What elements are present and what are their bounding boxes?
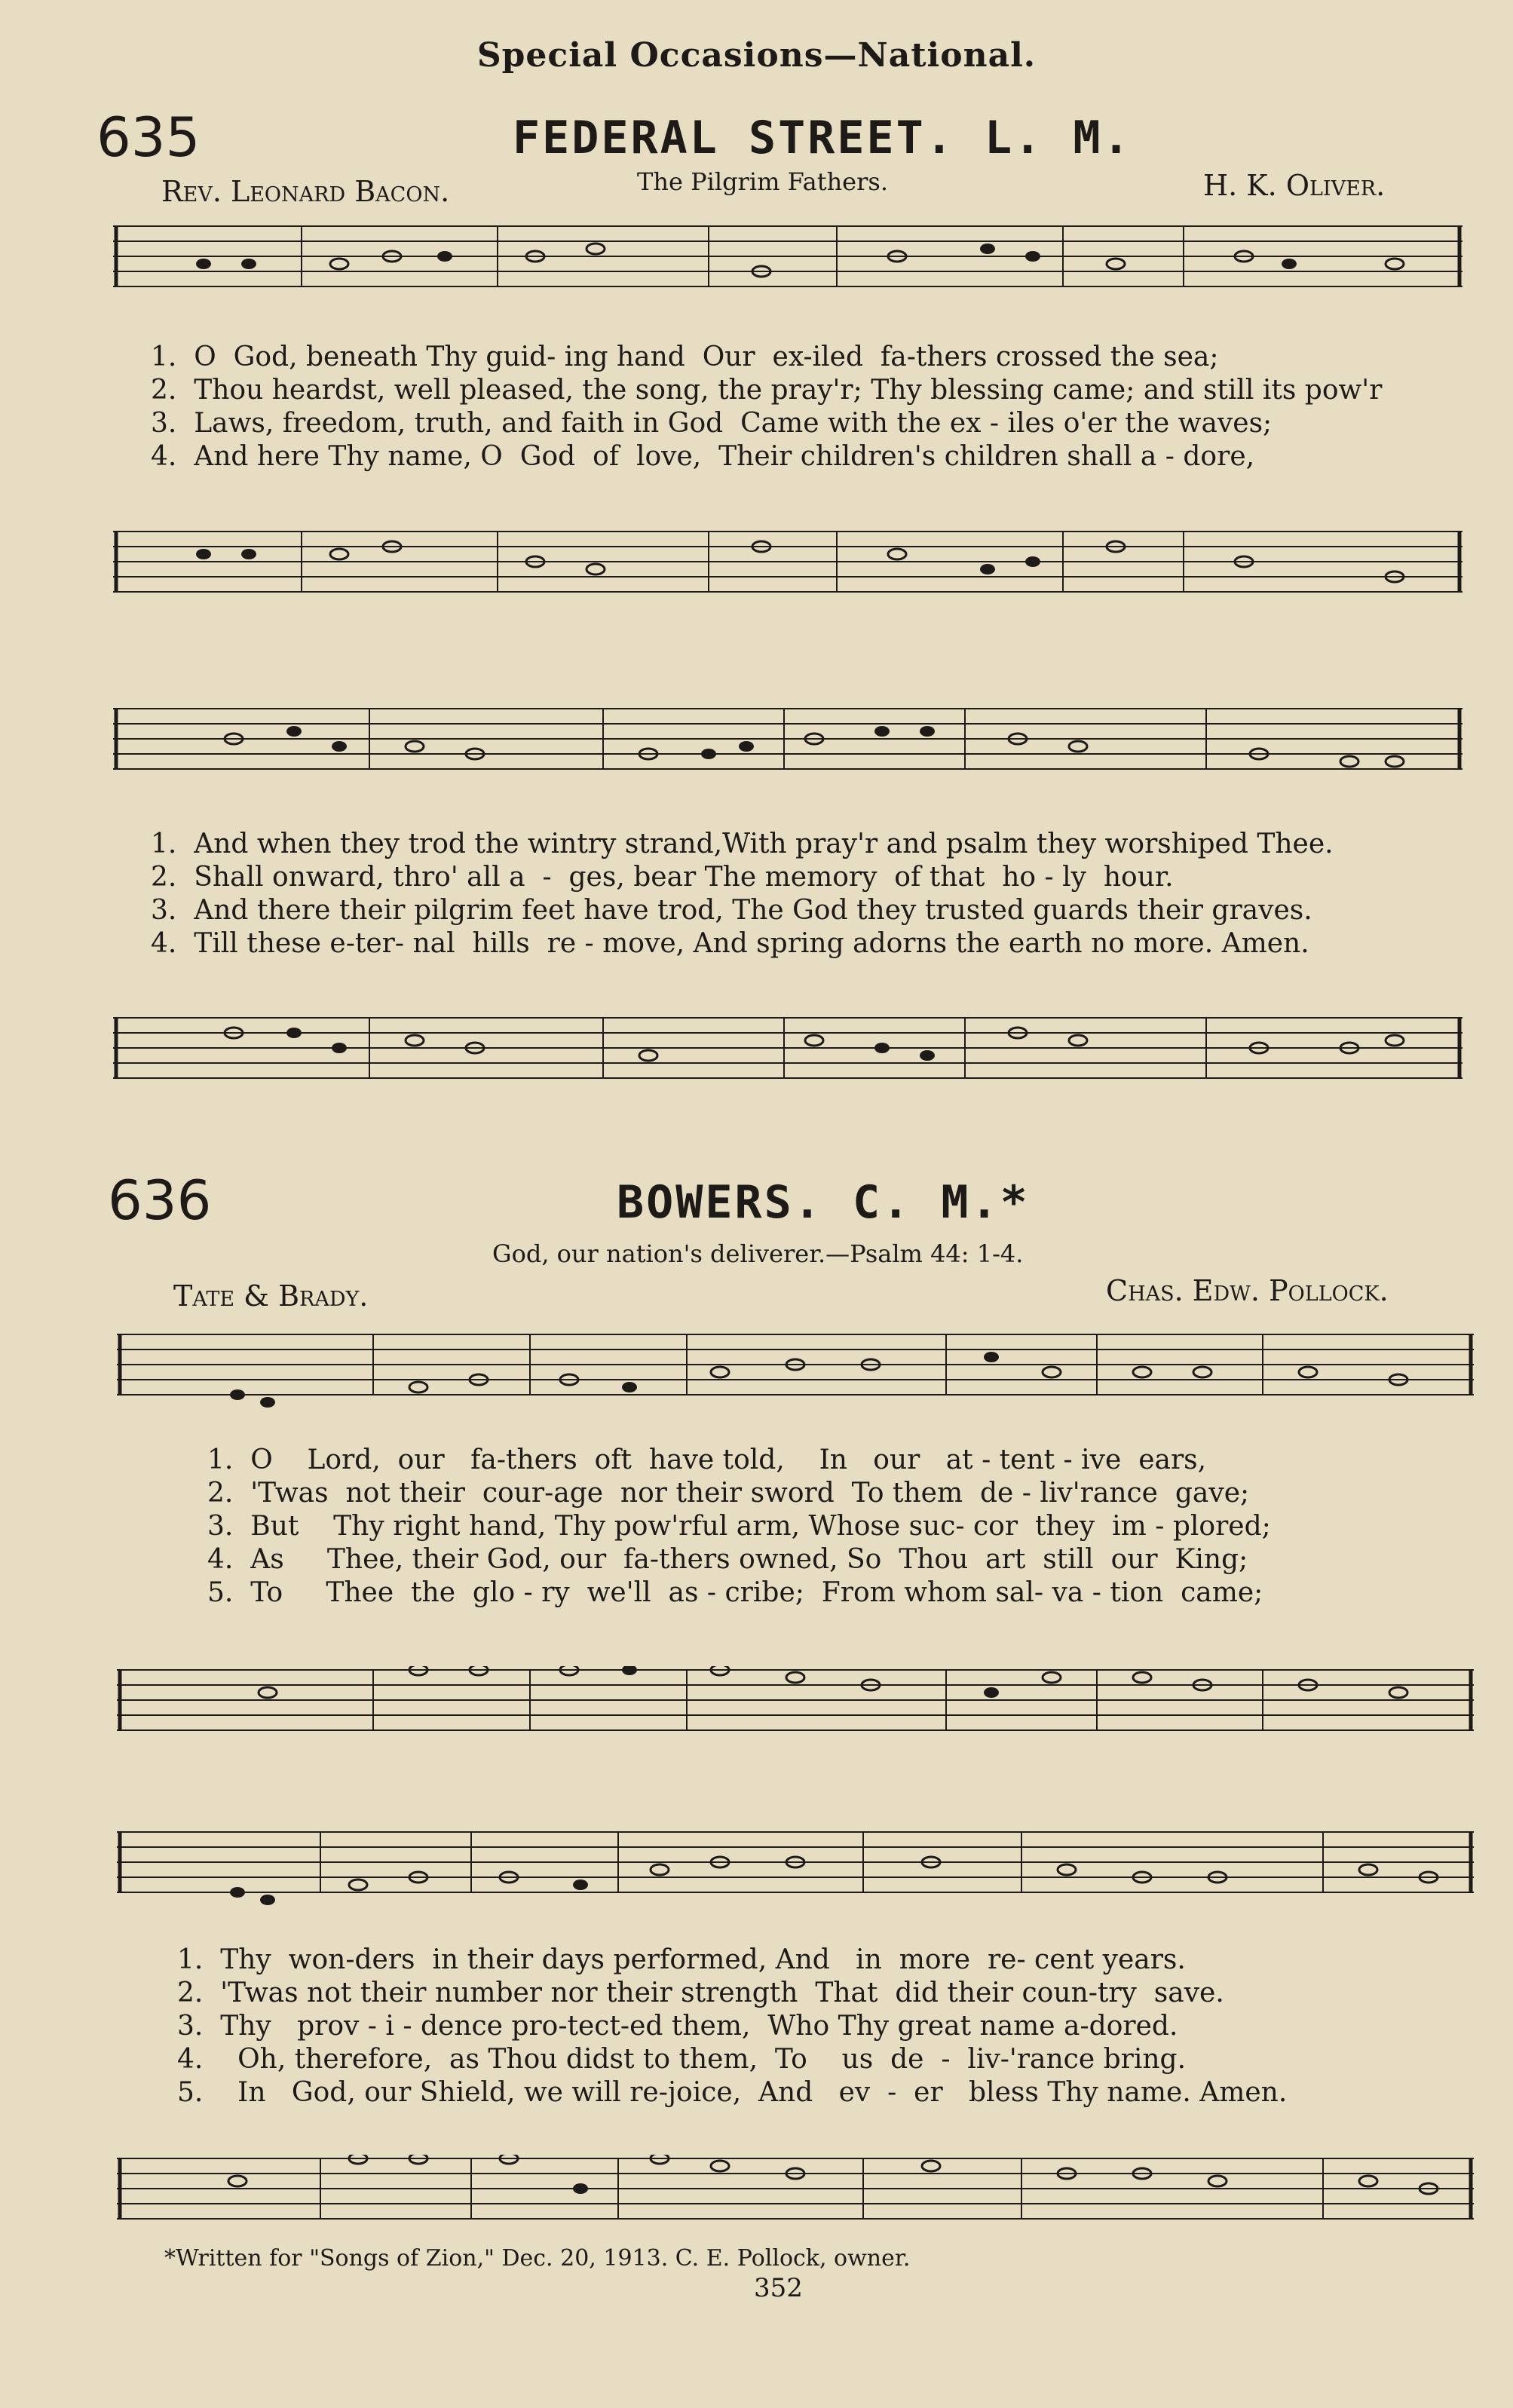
verse-635-b-2: 2. Shall onward, thro' all a - ges, bear The memory of that ho - ly hour. (151, 862, 1174, 893)
bass-staff-635-a (113, 528, 1462, 611)
verse-636-b-4: 4. Oh, therefore, as Thou didst to them, To us de - liv-'rance bring. (177, 2044, 1187, 2075)
treble-staff-635-a (113, 222, 1462, 305)
subject-636: God, our nation's deliverer.—Psalm 44: 1-4. (492, 1239, 1024, 1268)
treble-staff-636-b (117, 1828, 1474, 1911)
author-636: Tate & Brady. (173, 1279, 369, 1313)
verse-636-b-1: 1. Thy won-ders in their days performed, And in more re- cent years. (177, 1944, 1186, 1975)
verse-636-b-3: 3. Thy prov - i - dence pro-tect-ed them, Who Thy great name a-dored. (177, 2011, 1178, 2042)
bass-staff-635-b (113, 1014, 1462, 1097)
verse-636-a-5: 5. To Thee the glo - ry we'll as - cribe; From whom sal- va - tion came; (207, 1577, 1263, 1608)
hymn-title-635: FEDERAL STREET. L. M. (513, 112, 1132, 164)
page-header: Special Occasions—National. (476, 36, 1037, 75)
verse-635-a-2: 2. Thou heardst, well pleased, the song, the pray'r; Thy blessing came; and still its pow'r (151, 375, 1383, 406)
verse-635-b-4: 4. Till these e-ter- nal hills re - move, And spring adorns the earth no more. Amen. (151, 928, 1309, 959)
composer-635: H. K. Oliver. (1203, 169, 1386, 202)
verse-635-a-4: 4. And here Thy name, O God of love, Their children's children shall a - dore, (151, 441, 1255, 472)
verse-636-b-5: 5. In God, our Shield, we will re-joice, And ev - er bless Thy name. Amen. (177, 2077, 1288, 2108)
treble-staff-636-a (117, 1331, 1474, 1414)
verse-636-b-2: 2. 'Twas not their number nor their strength That did their coun-try save. (177, 1978, 1224, 2008)
bass-staff-636-b (117, 2155, 1474, 2238)
hymn-title-636: BOWERS. C. M.* (617, 1176, 1030, 1229)
composer-636: Chas. Edw. Pollock. (1106, 1274, 1389, 1307)
verse-635-b-3: 3. And there their pilgrim feet have trod, The God they trusted guards their graves. (151, 895, 1312, 926)
author-635: Rev. Leonard Bacon. (161, 175, 450, 208)
treble-staff-635-b (113, 705, 1462, 788)
verse-635-a-3: 3. Laws, freedom, truth, and faith in God Came with the ex - iles o'er the waves; (151, 408, 1273, 439)
page-number: 352 (754, 2273, 803, 2303)
verse-635-b-1: 1. And when they trod the wintry strand,With pray'r and psalm they worshiped Thee. (151, 829, 1334, 859)
verse-636-a-4: 4. As Thee, their God, our fa-thers owned, So Thou art still our King; (207, 1544, 1248, 1575)
verse-635-a-1: 1. O God, beneath Thy guid- ing hand Our ex-iled fa-thers crossed the sea; (151, 342, 1219, 372)
footnote: *Written for "Songs of Zion," Dec. 20, 1913. C. E. Pollock, owner. (164, 2245, 911, 2272)
hymn-number-636: 636 (108, 1169, 212, 1232)
subject-635: The Pilgrim Fathers. (637, 167, 888, 196)
bass-staff-636-a (117, 1666, 1474, 1749)
verse-636-a-3: 3. But Thy right hand, Thy pow'rful arm, Whose suc- cor they im - plored; (207, 1511, 1271, 1542)
verse-636-a-2: 2. 'Twas not their cour-age nor their sword To them de - liv'rance gave; (207, 1478, 1250, 1509)
verse-636-a-1: 1. O Lord, our fa-thers oft have told, In our at - tent - ive ears, (207, 1444, 1207, 1475)
hymn-number-635: 635 (96, 106, 201, 169)
